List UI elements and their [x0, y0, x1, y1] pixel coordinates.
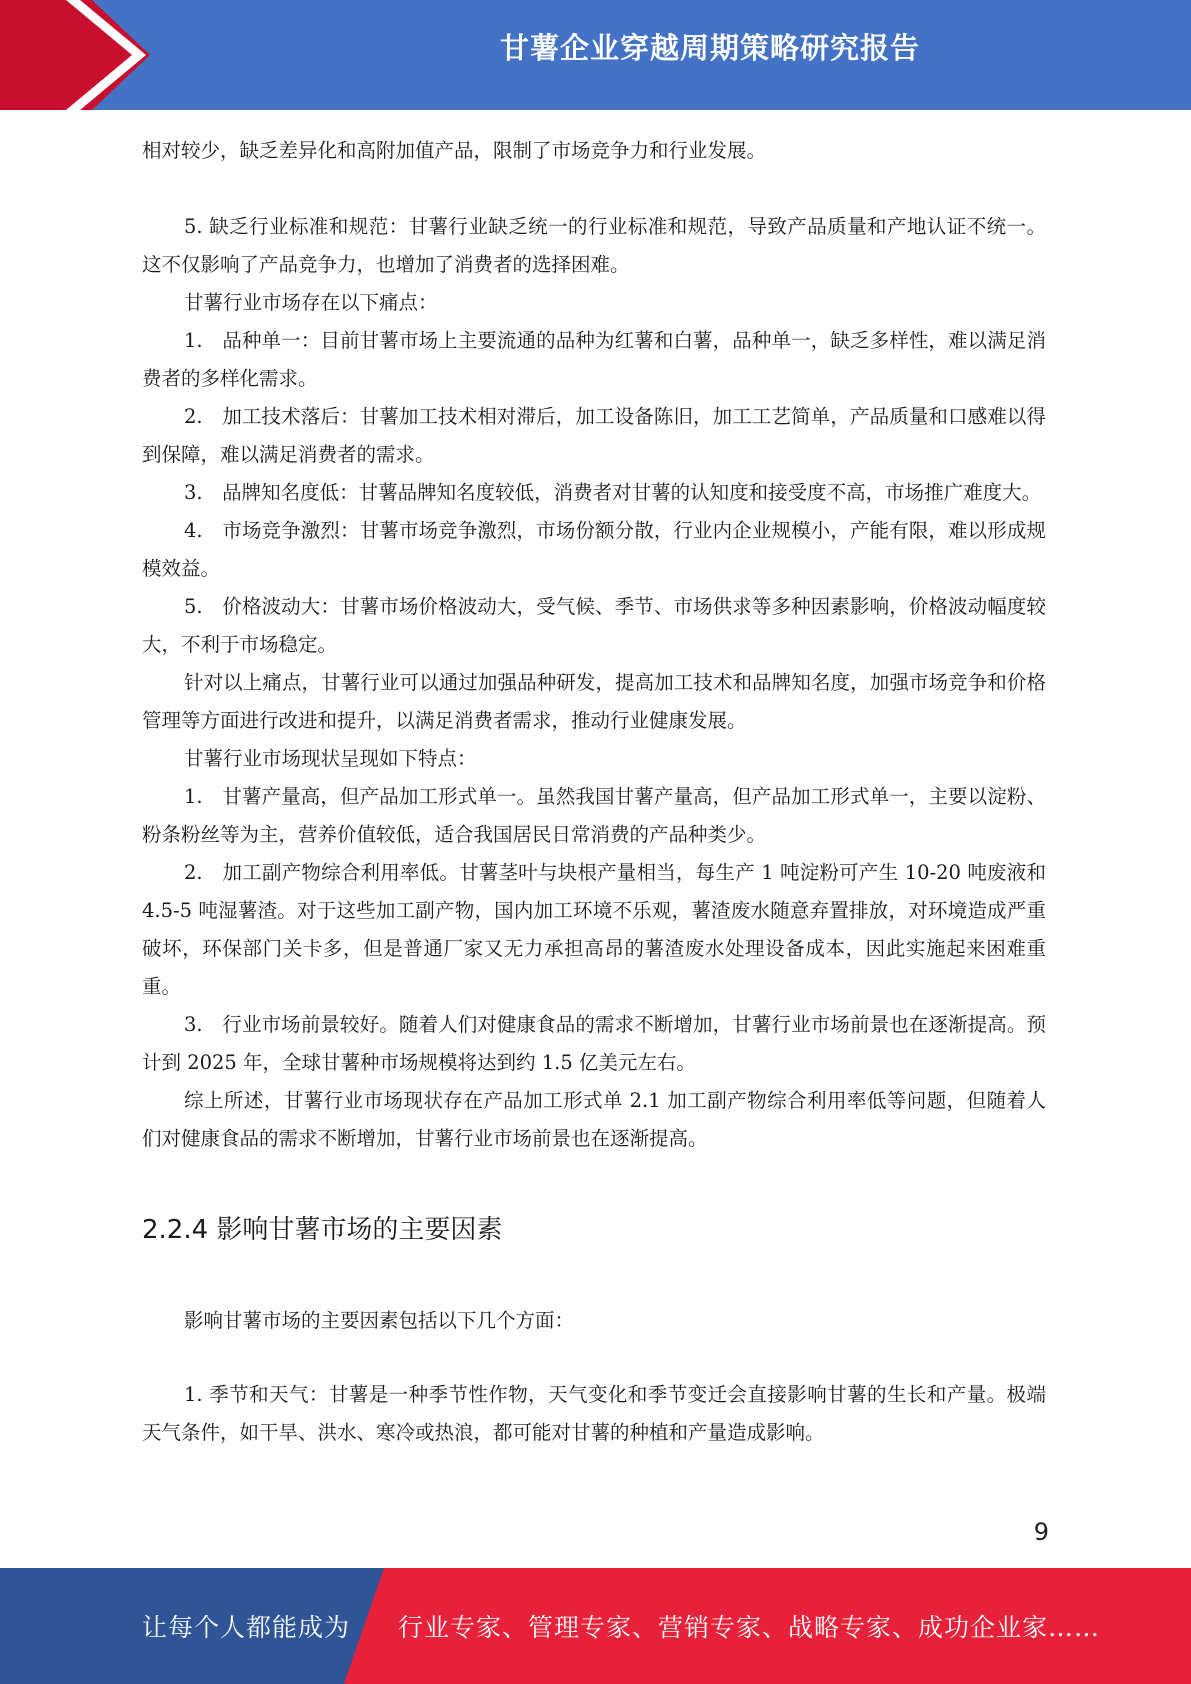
footer-slogan-left: 让每个人都能成为 — [142, 1613, 351, 1642]
body-paragraph: 相对较少，缺乏差异化和高附加值产品，限制了市场竞争力和行业发展。 — [142, 139, 767, 162]
page-body — [142, 132, 1046, 1452]
list-item: 1. 季节和天气：甘薯是一种季节性作物，天气变化和季节变迁会直接影响甘薯的生长和产量。极端天气条件，如干旱、洪水、寒冷或热浪，都可能对甘薯的种植和产量造成影响。 — [142, 1383, 1046, 1444]
page-number: 9 — [1033, 1518, 1049, 1546]
list-item: 4. 市场竞争激烈：甘薯市场竞争激烈，市场份额分散，行业内企业规模小，产能有限，难以形成规模效益。 — [142, 519, 1046, 580]
section-heading: 2.2.4 影响甘薯市场的主要因素 — [142, 1215, 503, 1245]
body-paragraph: 甘薯行业市场现状呈现如下特点： — [184, 747, 477, 770]
list-item: 1. 甘薯产量高，但产品加工形式单一。虽然我国甘薯产量高，但产品加工形式单一，主要以淀粉、粉条粉丝等为主，营养价值较低，适合我国居民日常消费的产品种类少。 — [142, 785, 1046, 846]
page-footer — [0, 1568, 1191, 1684]
body-paragraph: 5. 缺乏行业标准和规范：甘薯行业缺乏统一的行业标准和规范，导致产品质量和产地认证不统一。这不仅影响了产品竞争力，也增加了消费者的选择困难。 — [142, 215, 1046, 276]
section-intro: 影响甘薯市场的主要因素包括以下几个方面： — [184, 1309, 575, 1332]
report-title: 甘薯企业穿越周期策略研究报告 — [499, 31, 920, 65]
page-header — [0, 0, 1191, 110]
list-item: 3. 品牌知名度低：甘薯品牌知名度较低，消费者对甘薯的认知度和接受度不高，市场推广难度大。 — [184, 481, 1042, 504]
list-item: 2. 加工副产物综合利用率低。甘薯茎叶与块根产量相当，每生产 1 吨淀粉可产生 10-20 吨废液和 4.5-5 吨湿薯渣。对于这些加工副产物，国内加工环境不乐观，薯渣废水随意弃置排放，对环境造成严重破坏，环保部门关卡多，但是普通厂家又无力承担高昂的薯渣废水处理设备成本，因此实施起来困难重重。 — [142, 861, 1046, 998]
body-paragraph: 针对以上痛点，甘薯行业可以通过加强品种研发，提高加工技术和品牌知名度，加强市场竞争和价格管理等方面进行改进和提升，以满足消费者需求，推动行业健康发展。 — [142, 671, 1046, 732]
list-item: 1. 品种单一：目前甘薯市场上主要流通的品种为红薯和白薯，品种单一，缺乏多样性，难以满足消费者的多样化需求。 — [142, 329, 1046, 390]
body-paragraph: 综上所述，甘薯行业市场现状存在产品加工形式单 2.1 加工副产物综合利用率低等问题，但随着人们对健康食品的需求不断增加，甘薯行业市场前景也在逐渐提高。 — [142, 1089, 1046, 1150]
footer-slogan-right: 行业专家、管理专家、营销专家、战略专家、成功企业家…… — [398, 1613, 1101, 1642]
list-item: 2. 加工技术落后：甘薯加工技术相对滞后，加工设备陈旧，加工工艺简单，产品质量和口感难以得到保障，难以满足消费者的需求。 — [142, 405, 1046, 466]
body-paragraph: 甘薯行业市场存在以下痛点： — [184, 291, 438, 314]
list-item: 3. 行业市场前景较好。随着人们对健康食品的需求不断增加，甘薯行业市场前景也在逐渐提高。预计到 2025 年，全球甘薯种市场规模将达到约 1.5 亿美元左右。 — [142, 1013, 1046, 1074]
list-item: 5. 价格波动大：甘薯市场价格波动大，受气候、季节、市场供求等多种因素影响，价格波动幅度较大，不利于市场稳定。 — [142, 595, 1046, 656]
